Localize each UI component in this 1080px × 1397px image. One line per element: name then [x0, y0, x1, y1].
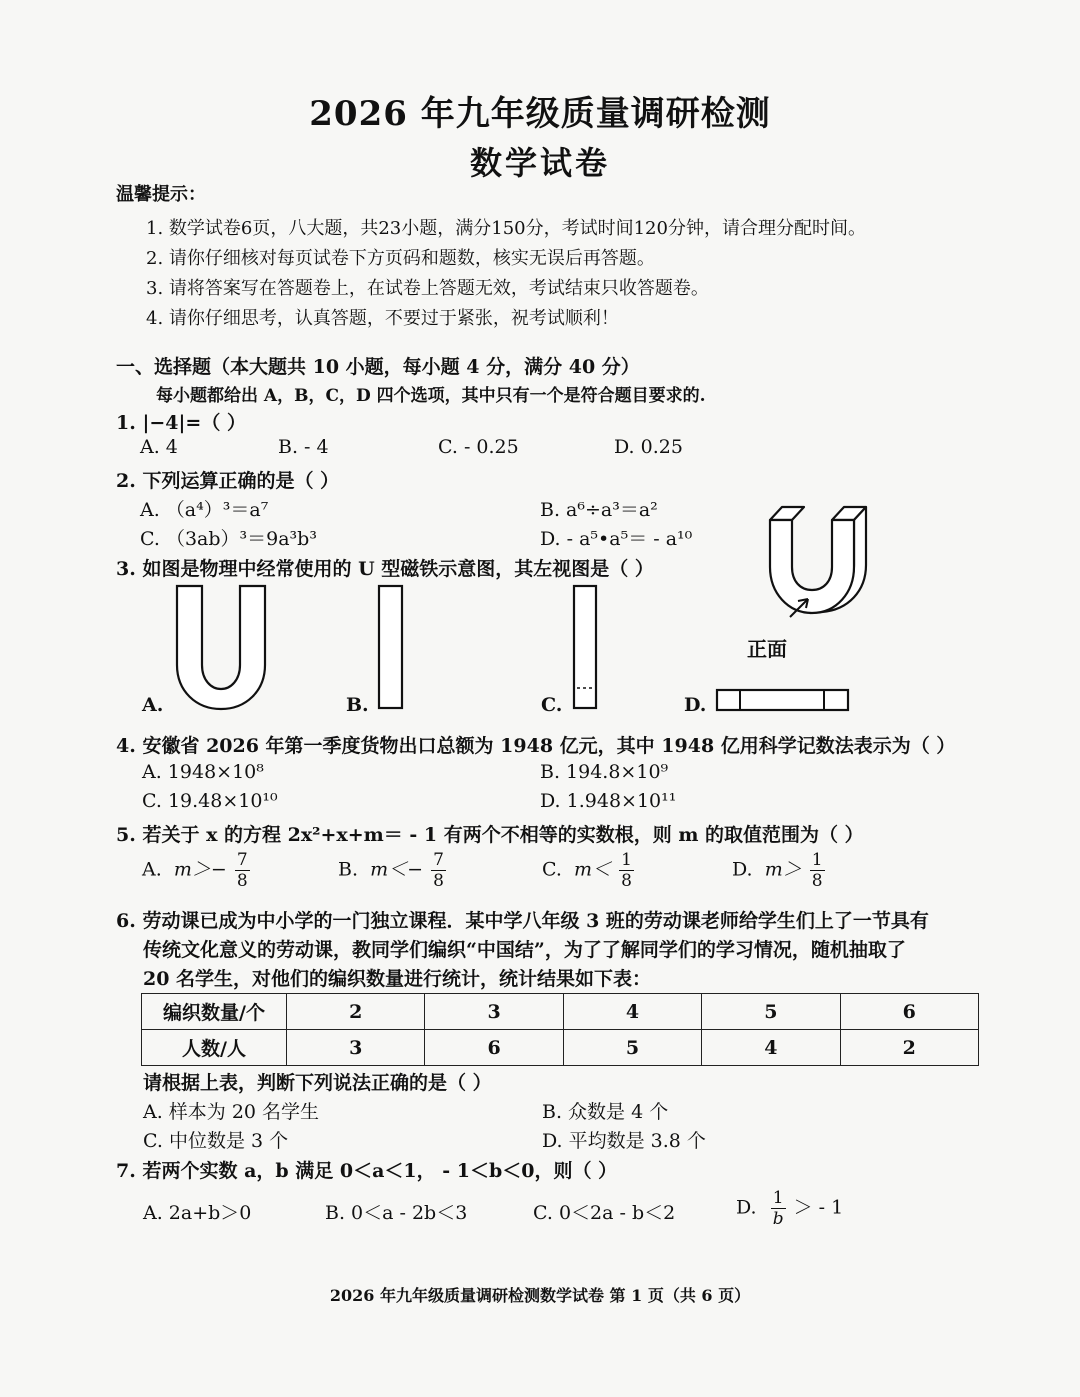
- table-cell: 5: [563, 1030, 701, 1066]
- question-2-stem: 2. 下列运算正确的是（ ）: [116, 470, 340, 492]
- denominator: 8: [811, 871, 823, 891]
- option-expr: m＜−: [370, 858, 424, 881]
- option-letter: B.: [338, 858, 359, 881]
- q6-option-b: B. 众数是 4 个: [542, 1101, 669, 1123]
- denominator: 8: [433, 871, 444, 891]
- page-footer: 2026 年九年级质量调研检测数学试卷 第 1 页（共 6 页）: [329, 1286, 751, 1305]
- q4-option-b: B. 194.8×10⁹: [540, 761, 669, 783]
- exam-title: 2026 年九年级质量调研检测: [309, 94, 771, 134]
- fraction: [810, 850, 825, 891]
- q1-option-c: C. - 0.25: [438, 436, 519, 458]
- q1-option-b: B. - 4: [278, 436, 329, 458]
- denominator: 8: [621, 871, 632, 891]
- row-header-people: 人数/人: [142, 1030, 287, 1066]
- q3-option-b-figure: [378, 585, 404, 710]
- q2-option-c: C. （3ab）³＝9a³b³: [140, 528, 317, 550]
- option-expr: ＞ - 1: [793, 1196, 844, 1219]
- q3-option-c-figure: [573, 585, 599, 710]
- question-4-stem: 4. 安徽省 2026 年第一季度货物出口总额为 1948 亿元，其中 1948 亿用科学记数法表示为（ ）: [116, 735, 956, 757]
- tip-item: 1. 数学试卷6页，八大题，共23小题，满分150分，考试时间120分钟，请合理分配时间。: [146, 218, 866, 239]
- question-6-stem-line: 传统文化意义的劳动课，教同学们编织“中国结”，为了了解同学们的学习情况，随机抽取了: [143, 939, 906, 961]
- row-header-count: 编织数量/个: [142, 994, 287, 1030]
- denominator: b: [772, 1209, 784, 1229]
- fraction: [619, 850, 634, 891]
- figure-label-front: 正面: [747, 637, 787, 661]
- q2-option-d: D. - a⁵•a⁵＝ - a¹⁰: [540, 528, 693, 550]
- q5-option-d: [732, 850, 827, 891]
- denominator: 8: [236, 871, 248, 891]
- q7-option-d: [736, 1188, 843, 1229]
- option-letter: A.: [142, 858, 162, 881]
- q5-option-b: [338, 850, 448, 891]
- tips-heading: 温馨提示：: [116, 184, 206, 205]
- statistics-table: [141, 993, 979, 1066]
- q3-option-d-figure: [716, 689, 850, 713]
- q3-option-a-figure: [176, 585, 266, 710]
- question-3-stem: 3. 如图是物理中经常使用的 U 型磁铁示意图，其左视图是（ ）: [116, 558, 654, 580]
- fraction: [771, 1188, 786, 1229]
- question-6-stem-line: 6. 劳动课已成为中小学的一门独立课程．某中学八年级 3 班的劳动课老师给学生们上了一节具有: [116, 910, 929, 932]
- option-letter: D.: [736, 1196, 757, 1219]
- table-cell: 2: [840, 1030, 978, 1066]
- q4-option-d: D. 1.948×10¹¹: [540, 790, 677, 812]
- option-letter: D.: [732, 858, 753, 881]
- question-6-prompt: 请根据上表，判断下列说法正确的是（ ）: [143, 1072, 492, 1094]
- tip-item: 2. 请你仔细核对每页试卷下方页码和题数，核实无误后再答题。: [146, 248, 655, 269]
- q7-option-a: A. 2a+b＞0: [143, 1202, 252, 1224]
- q2-option-b: B. a⁶÷a³＝a²: [540, 499, 658, 521]
- fraction: [431, 850, 446, 891]
- q4-option-c: C. 19.48×10¹⁰: [142, 790, 278, 812]
- table-cell: 5: [702, 994, 840, 1030]
- q7-option-c: C. 0＜2a - b＜2: [533, 1202, 676, 1224]
- fraction: [235, 850, 250, 891]
- numerator: 1: [811, 850, 823, 870]
- option-expr: m＞−: [173, 858, 227, 881]
- q6-option-d: D. 平均数是 3.8 个: [542, 1130, 706, 1152]
- table-row: [142, 994, 979, 1030]
- q3-option-d-label: D.: [684, 694, 707, 716]
- table-cell: 2: [287, 994, 425, 1030]
- tip-item: 4. 请你仔细思考，认真答题，不要过于紧张，祝考试顺利！: [146, 308, 619, 329]
- table-cell: 6: [840, 994, 978, 1030]
- u-magnet-figure: [760, 495, 875, 625]
- q5-option-c: [542, 850, 636, 891]
- q6-option-a: A. 样本为 20 名学生: [143, 1101, 320, 1123]
- q1-option-a: A. 4: [140, 436, 178, 458]
- table-cell: 3: [425, 994, 563, 1030]
- q3-option-a-label: A.: [142, 694, 164, 716]
- table-cell: 6: [425, 1030, 563, 1066]
- numerator: 1: [771, 1188, 786, 1209]
- section-instruction: 每小题都给出 A，B，C，D 四个选项，其中只有一个是符合题目要求的.: [156, 386, 706, 406]
- table-cell: 4: [702, 1030, 840, 1066]
- q7-option-b: B. 0＜a - 2b＜3: [325, 1202, 468, 1224]
- q3-option-c-label: C.: [541, 694, 563, 716]
- table-row: [142, 1030, 979, 1066]
- question-7-stem: 7. 若两个实数 a，b 满足 0＜a＜1， - 1＜b＜0，则（ ）: [116, 1160, 618, 1182]
- question-1-stem: 1. |−4|=（ ）: [116, 412, 246, 434]
- option-expr: m＞: [764, 858, 802, 881]
- numerator: 7: [236, 850, 248, 870]
- table-cell: 3: [287, 1030, 425, 1066]
- option-letter: C.: [542, 858, 562, 881]
- q3-option-b-label: B.: [346, 694, 369, 716]
- q6-option-c: C. 中位数是 3 个: [143, 1130, 289, 1152]
- exam-subtitle: 数学试卷: [469, 144, 610, 182]
- q2-option-a: A. （a⁴）³＝a⁷: [140, 499, 269, 521]
- q4-option-a: A. 1948×10⁸: [142, 761, 264, 783]
- numerator: 7: [433, 850, 444, 870]
- numerator: 1: [621, 850, 632, 870]
- option-expr: m＜: [574, 858, 612, 881]
- q5-option-a: [142, 850, 252, 891]
- question-5-stem: 5. 若关于 x 的方程 2x²+x+m＝ - 1 有两个不相等的实数根，则 m 的取值范围为（ ）: [116, 824, 864, 846]
- table-cell: 4: [563, 994, 701, 1030]
- tip-item: 3. 请将答案写在答题卷上，在试卷上答题无效，考试结束只收答题卷。: [146, 278, 709, 299]
- q1-option-d: D. 0.25: [614, 436, 683, 458]
- question-6-stem-line: 20 名学生，对他们的编织数量进行统计，统计结果如下表：: [143, 968, 652, 990]
- section-heading: 一、选择题（本大题共 10 小题，每小题 4 分，满分 40 分）: [116, 356, 640, 378]
